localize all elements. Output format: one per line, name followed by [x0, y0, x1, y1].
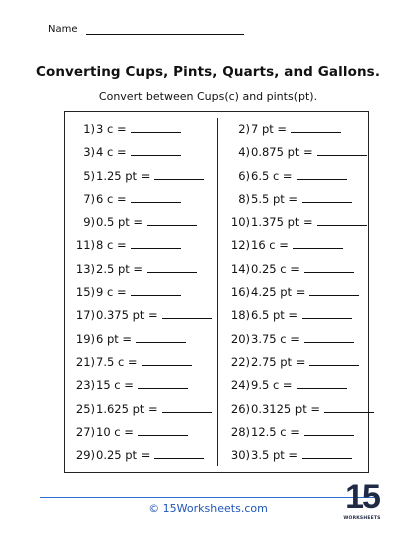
problem-expression: 0.875 pt =: [251, 145, 313, 160]
answer-blank[interactable]: [154, 169, 204, 180]
problem-expression: 0.25 pt =: [96, 448, 151, 463]
problem-expression: 16 c =: [251, 238, 289, 253]
answer-blank[interactable]: [131, 145, 181, 156]
problem-expression: 6.5 c =: [251, 168, 293, 183]
problem-number: 17): [75, 308, 95, 323]
problem-item: [75, 122, 212, 145]
problem-number: 19): [75, 331, 95, 346]
problem-number: 8): [238, 191, 250, 206]
problem-item: [75, 192, 212, 215]
problem-expression: 0.25 c =: [251, 261, 300, 276]
problem-number: 13): [75, 261, 95, 276]
problem-item: [75, 215, 212, 238]
problem-number: 5): [83, 168, 95, 183]
problem-expression: 6 c =: [96, 191, 127, 206]
answer-blank[interactable]: [302, 308, 352, 319]
answer-blank[interactable]: [136, 332, 186, 343]
problem-number: 12): [230, 238, 250, 253]
problem-item: [230, 448, 374, 471]
problem-item: [75, 448, 212, 471]
problem-number: 1): [83, 122, 95, 136]
answer-blank[interactable]: [138, 378, 188, 389]
answer-blank[interactable]: [131, 285, 181, 296]
problem-number: 30): [230, 448, 250, 463]
problem-expression: 1.375 pt =: [251, 215, 313, 230]
problem-number: 3): [83, 145, 95, 160]
problem-number: 28): [230, 424, 250, 439]
problem-item: [230, 285, 374, 308]
problem-item: [230, 192, 374, 215]
answer-blank[interactable]: [142, 355, 192, 366]
answer-blank[interactable]: [297, 378, 347, 389]
answer-blank[interactable]: [147, 215, 197, 226]
problem-number: 22): [230, 354, 250, 369]
problems-box: [64, 111, 369, 473]
answer-blank[interactable]: [304, 425, 354, 436]
problem-item: [230, 402, 374, 425]
copyright-text: © 15Worksheets.com: [148, 502, 268, 515]
problem-number: 15): [75, 285, 95, 300]
problem-expression: 1.625 pt =: [96, 401, 158, 416]
name-field-row: [48, 24, 244, 35]
problem-item: [75, 355, 212, 378]
answer-blank[interactable]: [324, 402, 374, 413]
problem-expression: 3.75 c =: [251, 331, 300, 346]
problem-item: [230, 378, 374, 401]
answer-blank[interactable]: [131, 238, 181, 249]
problem-number: 18): [230, 308, 250, 323]
answer-blank[interactable]: [304, 262, 354, 273]
problem-item: [75, 308, 212, 331]
name-blank-line[interactable]: [86, 25, 244, 35]
problem-number: 24): [230, 378, 250, 393]
problem-number: 29): [75, 448, 95, 463]
problem-number: 9): [83, 215, 95, 230]
problem-expression: 4.25 pt =: [251, 285, 306, 300]
problem-expression: 0.3125 pt =: [251, 401, 320, 416]
footer-divider: [40, 497, 376, 498]
answer-blank[interactable]: [302, 192, 352, 203]
answer-blank[interactable]: [317, 145, 367, 156]
problem-expression: 12.5 c =: [251, 424, 300, 439]
problem-item: [230, 122, 374, 145]
answer-blank[interactable]: [293, 238, 343, 249]
problem-item: [230, 332, 374, 355]
problem-item: [75, 332, 212, 355]
problem-item: [230, 145, 374, 168]
problem-number: 2): [238, 122, 250, 136]
problem-expression: 8 c =: [96, 238, 127, 253]
problem-expression: 6 pt =: [96, 331, 133, 346]
logo-number: 15: [345, 478, 379, 516]
problem-item: [230, 355, 374, 378]
answer-blank[interactable]: [291, 122, 341, 133]
answer-blank[interactable]: [162, 308, 212, 319]
problem-item: [75, 402, 212, 425]
left-problem-column: [75, 122, 212, 471]
worksheet-title: Converting Cups, Pints, Quarts, and Gallons.: [35, 64, 381, 80]
problem-expression: 3.5 pt =: [251, 448, 299, 463]
problem-number: 23): [75, 378, 95, 393]
problem-number: 16): [230, 285, 250, 300]
problem-item: [230, 238, 374, 261]
problem-number: 20): [230, 331, 250, 346]
problem-number: 21): [75, 354, 95, 369]
problem-expression: 15 c =: [96, 378, 134, 393]
answer-blank[interactable]: [309, 355, 359, 366]
answer-blank[interactable]: [304, 332, 354, 343]
answer-blank[interactable]: [131, 192, 181, 203]
problem-expression: 9 c =: [96, 285, 127, 300]
problem-expression: 10 c =: [96, 424, 134, 439]
problem-expression: 6.5 pt =: [251, 308, 299, 323]
problem-expression: 7.5 c =: [96, 354, 138, 369]
problem-number: 4): [238, 145, 250, 160]
answer-blank[interactable]: [297, 169, 347, 180]
column-divider: [217, 118, 218, 466]
answer-blank[interactable]: [131, 122, 181, 133]
problem-item: [230, 169, 374, 192]
problem-expression: 0.5 pt =: [96, 215, 144, 230]
answer-blank[interactable]: [154, 448, 204, 459]
worksheets-logo: [341, 478, 383, 532]
problem-item: [230, 215, 374, 238]
problem-number: 10): [230, 215, 250, 230]
answer-blank[interactable]: [302, 448, 352, 459]
right-problem-column: [230, 122, 374, 471]
problem-item: [75, 425, 212, 448]
problem-item: [75, 145, 212, 168]
problem-number: 6): [238, 168, 250, 183]
answer-blank[interactable]: [138, 425, 188, 436]
problem-number: 11): [75, 238, 95, 253]
problem-expression: 9.5 c =: [251, 378, 293, 393]
problem-expression: 3 c =: [96, 122, 127, 136]
problem-item: [75, 285, 212, 308]
problem-item: [75, 169, 212, 192]
answer-blank[interactable]: [162, 402, 212, 413]
answer-blank[interactable]: [317, 215, 367, 226]
answer-blank[interactable]: [309, 285, 359, 296]
problem-item: [75, 238, 212, 261]
problem-expression: 0.375 pt =: [96, 308, 158, 323]
problem-expression: 4 c =: [96, 145, 127, 160]
problem-expression: 1.25 pt =: [96, 168, 151, 183]
problem-expression: 5.5 pt =: [251, 191, 299, 206]
logo-text: WORKSHEETS: [343, 516, 381, 521]
problem-item: [75, 378, 212, 401]
problem-number: 26): [230, 401, 250, 416]
problem-expression: 7 pt =: [251, 122, 288, 136]
problem-item: [230, 308, 374, 331]
worksheet-instructions: Convert between Cups(c) and pints(pt).: [98, 90, 318, 103]
problem-number: 25): [75, 401, 95, 416]
problem-item: [230, 262, 374, 285]
name-label: Name: [48, 24, 78, 35]
problem-expression: 2.75 pt =: [251, 354, 306, 369]
problem-item: [230, 425, 374, 448]
problem-number: 27): [75, 424, 95, 439]
problem-number: 14): [230, 261, 250, 276]
problem-item: [75, 262, 212, 285]
problem-number: 7): [83, 191, 95, 206]
problem-expression: 2.5 pt =: [96, 261, 144, 276]
answer-blank[interactable]: [147, 262, 197, 273]
